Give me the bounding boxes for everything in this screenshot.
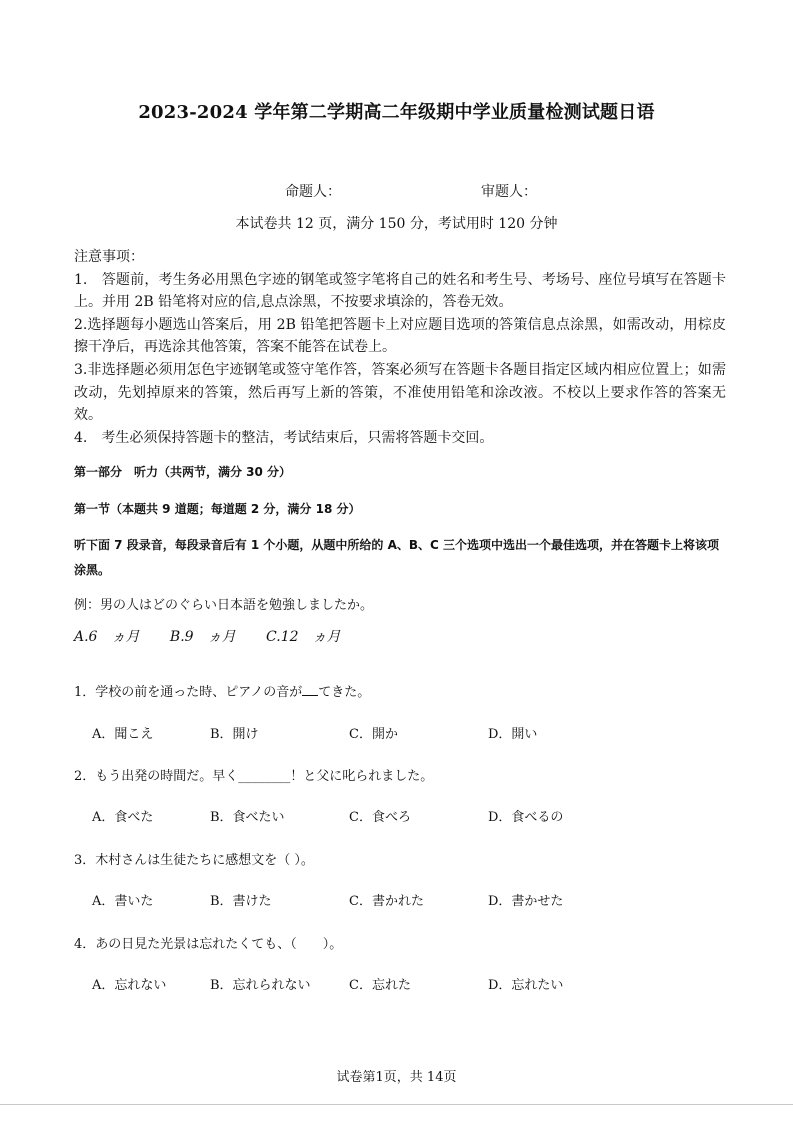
note-item-4: 4. 考生必须保持答题卡的整洁，考试结束后，只需将答题卡交回。 <box>74 429 494 446</box>
q1-option-b: B．開け <box>210 727 259 742</box>
section-heading: 第一节（本题共 9 道题；每道题 2 分，满分 18 分） <box>74 502 361 516</box>
note-item-1: 1. 答题前，考生务必用黑色字迹的钢笔或签字笔将自己的姓名和考生号、考场号、座位号填写在答题卡上。并用 2B 铅笔将对应的信,息点涂黑，不按要求填涂的，答卷无效。 <box>74 271 726 311</box>
q3-option-a: A．書いた <box>92 894 154 909</box>
question-1-text-before: 1．学校の前を通った時、ピアノの音が <box>74 685 303 700</box>
example-option-a: A.6 ヵ月 <box>74 629 140 645</box>
q4-option-b: B．忘れられない <box>210 978 311 993</box>
q3-option-b: B．書けた <box>210 894 272 909</box>
authors-line <box>285 181 537 201</box>
q2-option-d: D．食べるの <box>488 810 564 825</box>
q2-option-c: C．食べろ <box>349 810 411 825</box>
reviewer-label: 审题人： <box>481 184 537 200</box>
q1-option-c: C．開か <box>349 727 398 742</box>
exam-info: 本试卷共 12 页，满分 150 分，考试用时 120 分钟 <box>235 216 558 232</box>
notes-heading: 注意事项： <box>74 249 144 265</box>
note-item-3: 3.非选择题必须用怎色宇迹钢笔或签守笔作答，答案必须写在答题卡各题目指定区域内相应位置上；如需改动，先划掉原来的答策，然后再写上新的答策，不准使用铅笔和涂改液。不校以上要求作答的答案无效。 <box>74 361 726 424</box>
question-4: 4．あの日見た光景は忘れたくても、（ ）。 <box>74 937 343 952</box>
q1-option-d: D．開い <box>488 727 538 742</box>
q4-option-a: A．忘れない <box>92 978 167 993</box>
q4-option-d: D．忘れたい <box>488 978 564 993</box>
notes-block <box>74 246 726 449</box>
q3-option-d: D．書かせた <box>488 894 564 909</box>
q1-option-a: A．聞こえ <box>92 727 154 742</box>
question-setter-label: 命题人： <box>285 184 341 200</box>
q2-option-b: B．食べたい <box>210 810 285 825</box>
example-options <box>74 626 367 646</box>
question-1-text-after: てきた。 <box>318 685 371 700</box>
question-2: 2．もう出発の時間だ。早く________！と父に叱られました。 <box>74 769 434 784</box>
q3-option-c: C．書かれた <box>349 894 424 909</box>
page-footer: 试卷第1页，共 14页 <box>336 1070 457 1085</box>
part-heading: 第一部分 听力（共两节，满分 30 分） <box>74 465 292 479</box>
page-bottom-rule <box>0 1104 793 1105</box>
listening-instruction: 听下面 7 段录音，每段录音后有 1 个小题，从题中所给的 A、B、C 三个选项中选出一个最佳选项，并在答题卡上将该项涂黑。 <box>74 538 720 577</box>
question-1 <box>74 681 370 700</box>
example-option-b: B.9 ヵ月 <box>169 629 236 645</box>
q2-option-a: A．食べた <box>92 810 154 825</box>
note-item-2: 2.选择题每小题选山答案后，用 2B 铅笔把答题卡上对应题目选项的答策信息点涂黑，如需改动，用棕皮擦干净后，再选涂其他答策，答案不能答在试卷上。 <box>74 316 726 356</box>
example-option-c: C.12 ヵ月 <box>266 629 341 645</box>
example-question: 例：男の人はどのぐらい日本語を勉強しましたか。 <box>74 598 374 613</box>
answer-blank <box>302 683 318 696</box>
exam-title: 2023-2024 学年第二学期高二年级期中学业质量检测试题日语 <box>138 102 655 123</box>
q4-option-c: C．忘れた <box>349 978 411 993</box>
question-3: 3．木村さんは生徒たちに感想文を（ ）。 <box>74 853 314 868</box>
